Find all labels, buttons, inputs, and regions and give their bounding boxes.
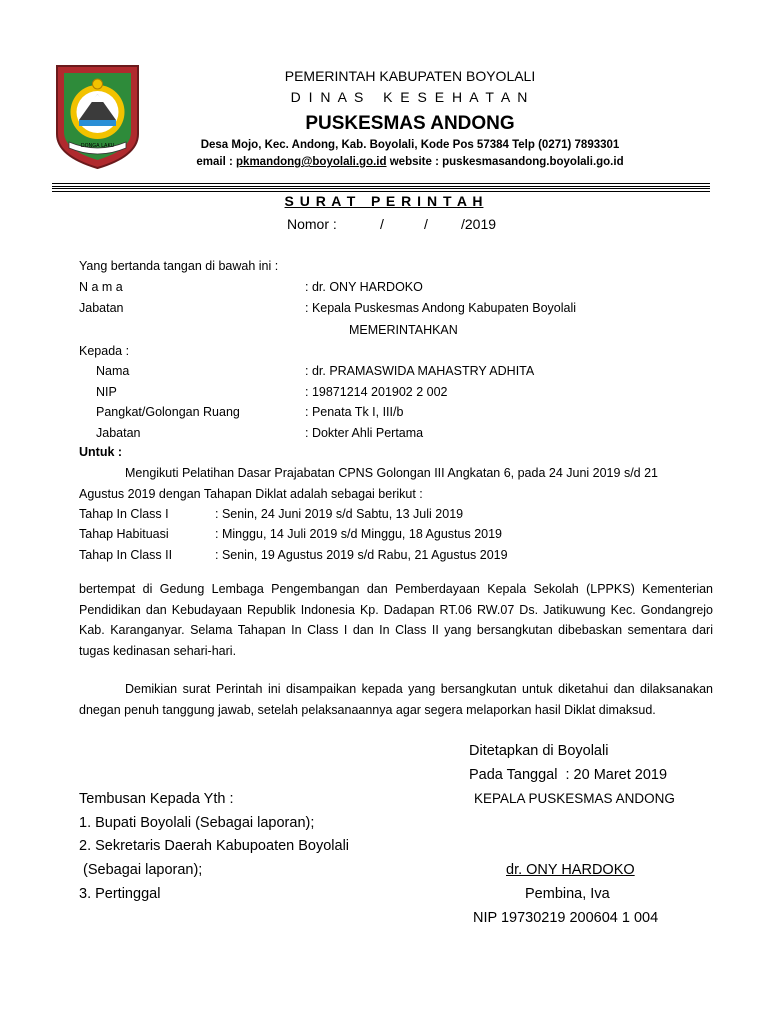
- signature-nip: NIP 19730219 200604 1 004: [473, 910, 659, 926]
- letterhead-line1: PEMERINTAH KABUPATEN BOYOLALI: [284, 68, 536, 84]
- recipient-name-value: : dr. PRAMASWIDA MAHASTRY ADHITA: [305, 364, 535, 378]
- location-paragraph: bertempat di Gedung Lembaga Pengembangan dan Pemberdayaan Kepala Sekolah (LPPKS) Kementerian Pendidikan dan Kebudayaan Republik Indonesia Kp. Dadapan RT.06 RW.07 Ds. Jatikuwung Kec. Gondangrejo Kab. Karanganyar. Selama Tahapan In Class I dan In Class II yang bersangkutan dibebaskan sementara dari tugas kedinasan sehari-hari.: [79, 582, 713, 658]
- recipient-name-label: Nama: [96, 364, 130, 378]
- nomor-slash-2: /: [424, 216, 428, 232]
- email-link[interactable]: pkmandong@boyolali.go.id: [236, 156, 387, 168]
- recipient-rank-value: : Penata Tk I, III/b: [305, 405, 404, 419]
- tembusan-item: (Sebagai laporan);: [79, 862, 203, 878]
- tembusan-label: Tembusan Kepada Yth :: [79, 791, 234, 807]
- tembusan-item: 1. Bupati Boyolali (Sebagai laporan);: [79, 815, 315, 831]
- recipient-position-label: Jabatan: [96, 426, 141, 440]
- recipient-position-value: : Dokter Ahli Pertama: [305, 426, 424, 440]
- nomor-label: Nomor :: [287, 216, 337, 232]
- signer-name-label: N a m a: [79, 280, 123, 294]
- letterhead-line3: PUSKESMAS ANDONG: [305, 113, 515, 134]
- tembusan-item: 2. Sekretaris Daerah Kabupoaten Boyolali: [79, 838, 350, 854]
- kepada-label: Kepada :: [79, 344, 130, 358]
- stage-1-label: Tahap In Class I: [79, 507, 169, 521]
- untuk-label: Untuk :: [79, 445, 123, 459]
- letterhead-line2: D I N A S K E S E H A T A N: [290, 89, 530, 105]
- nomor-year: /2019: [461, 216, 497, 232]
- recipient-rank-label: Pangkat/Golongan Ruang: [96, 405, 240, 419]
- signature-name: dr. ONY HARDOKO: [506, 862, 635, 878]
- closing-paragraph: Demikian surat Perintah ini disampaikan kepada yang bersangkutan untuk diketahui dan dilaksanakan dnegan penuh tanggung jawab, setelah pelaksanaannya agar segera melaporkan hasil Diklat dimaksud.: [79, 682, 713, 717]
- letterhead-address: Desa Mojo, Kec. Andong, Kab. Boyolali, Kode Pos 57384 Telp (0271) 7893301: [200, 139, 620, 151]
- website-text: website : puskesmasandong.boyolali.go.id: [386, 156, 624, 168]
- untuk-paragraph-line2: Agustus 2019 dengan Tahapan Diklat adalah sebagai berikut :: [79, 487, 423, 501]
- stage-2-value: : Minggu, 14 Juli 2019 s/d Minggu, 18 Agustus 2019: [215, 527, 502, 541]
- signer-name-value: : dr. ONY HARDOKO: [305, 280, 423, 294]
- stage-3-value: : Senin, 19 Agustus 2019 s/d Rabu, 21 Agustus 2019: [215, 548, 508, 562]
- letterhead-divider: [52, 183, 710, 187]
- signature-position: KEPALA PUSKESMAS ANDONG: [474, 791, 675, 806]
- document-title: S U R A T P E R I N T A H: [284, 193, 484, 209]
- intro-text: Yang bertanda tangan di bawah ini :: [79, 259, 279, 273]
- letterhead-contact: [180, 155, 640, 169]
- signature-date: Pada Tanggal : 20 Maret 2019: [469, 767, 668, 783]
- nomor-slash-1: /: [380, 216, 384, 232]
- stage-1-value: : Senin, 24 Juni 2019 s/d Sabtu, 13 Juli 2019: [215, 507, 464, 521]
- signer-position-label: Jabatan: [79, 301, 124, 315]
- government-logo: [55, 64, 140, 170]
- letterhead-divider-2: [52, 188, 710, 192]
- logo-motto: DONGA LAKU: [80, 143, 115, 149]
- recipient-nip-value: : 19871214 201902 2 002: [305, 385, 448, 399]
- memerintahkan-heading: MEMERINTAHKAN: [349, 323, 458, 337]
- tembusan-item: 3. Pertinggal: [79, 886, 161, 902]
- stage-2-label: Tahap Habituasi: [79, 527, 169, 541]
- email-label: email :: [196, 156, 237, 168]
- signature-rank: Pembina, Iva: [525, 886, 610, 902]
- stage-3-label: Tahap In Class II: [79, 548, 173, 562]
- signature-place: Ditetapkan di Boyolali: [469, 743, 609, 759]
- recipient-nip-label: NIP: [96, 385, 117, 399]
- signer-position-value: : Kepala Puskesmas Andong Kabupaten Boyolali: [305, 301, 577, 315]
- untuk-paragraph-line1: Mengikuti Pelatihan Dasar Prajabatan CPNS Golongan III Angkatan 6, pada 24 Juni 2019 s/d 21: [125, 466, 658, 480]
